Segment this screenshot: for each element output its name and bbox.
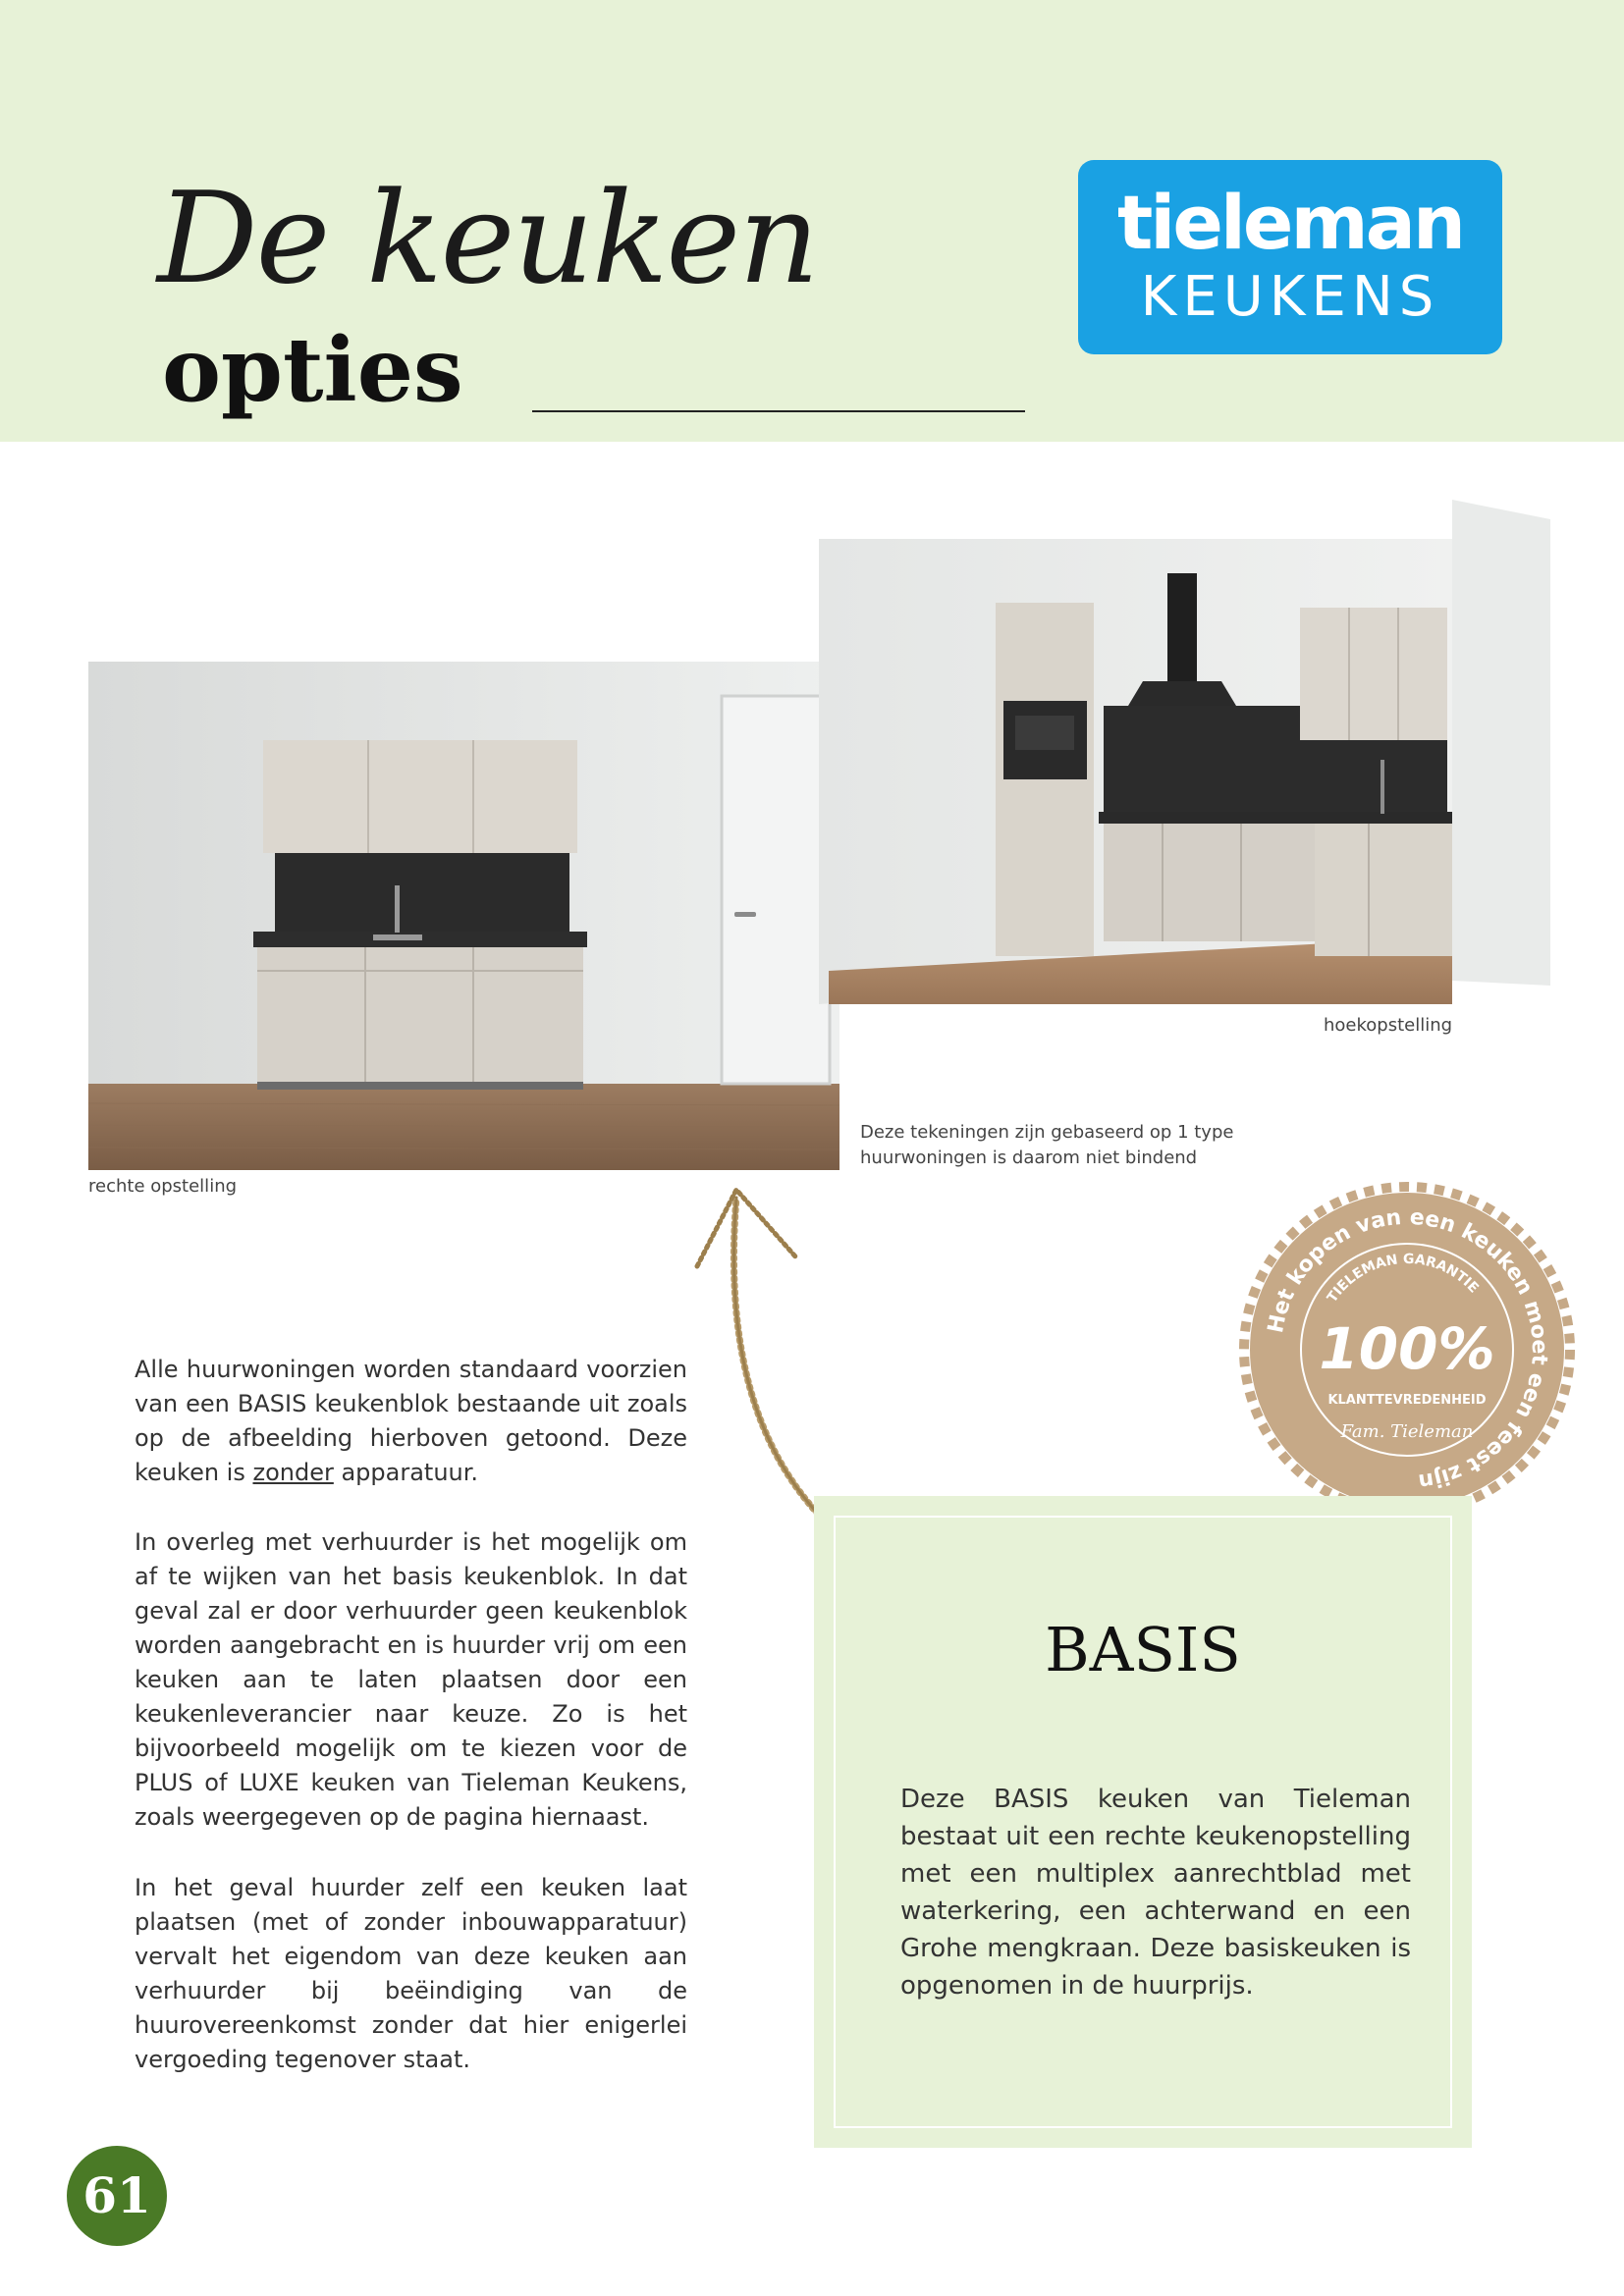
ownership-paragraph: In het geval huurder zelf een keuken laat plaatsen (met of zonder inbouwapparatuur) vervalt het eigendom van deze keuken aan verhuurder bij beëindiging van de huurovereenkomst zonder dat hier enigerlei vergoeding tegenover staat.: [135, 1874, 687, 2073]
intro-paragraph: [135, 1353, 687, 1490]
intro-text-end: apparatuur.: [333, 1459, 479, 1486]
disclaimer-line-1: Deze tekeningen zijn gebaseerd op 1 type: [860, 1122, 1234, 1143]
corner-kitchen-caption: hoekopstelling: [1324, 1015, 1453, 1036]
seal-signature: Fam. Tieleman: [1340, 1421, 1474, 1442]
page-number-badge: 61: [67, 2146, 167, 2246]
seal-arc-text: Het kopen van een keuken moet een feest zijn: [1264, 1204, 1552, 1494]
logo-wordmark: tieleman: [1116, 179, 1464, 266]
seal-guarantee-text: TIELEMAN GARANTIE: [1324, 1251, 1482, 1307]
drawings-disclaimer: [860, 1120, 1272, 1171]
corner-kitchen-image: [819, 500, 1550, 1004]
basis-info-box: [814, 1496, 1472, 2148]
straight-kitchen-caption: rechte opstelling: [88, 1176, 238, 1197]
intro-underlined-word: zonder: [252, 1459, 334, 1486]
page-title-script: De keuken: [157, 166, 818, 312]
logo-subtitle: KEUKENS: [1140, 265, 1440, 329]
title-underline: [532, 410, 1025, 412]
straight-kitchen-image: [88, 662, 839, 1170]
intro-text-start: Alle huurwoningen worden standaard voorzien van een BASIS keukenblok bestaande uit zoals op de afbeelding hierboven getoond. Deze keuken is: [135, 1356, 687, 1486]
tieleman-logo: [1078, 160, 1502, 354]
disclaimer-line-2: huurwoningen is daarom niet bindend: [860, 1148, 1198, 1168]
satisfaction-seal-icon: [1237, 1180, 1577, 1520]
header-band: [0, 0, 1624, 442]
seal-percent: 100%: [1319, 1315, 1495, 1382]
seal-satisfaction: KLANTTEVREDENHEID: [1327, 1393, 1487, 1408]
page-title-bold: opties: [162, 318, 463, 422]
basis-title: BASIS: [1045, 1614, 1241, 1685]
basis-description: Deze BASIS keuken van Tieleman bestaat uit een rechte keukenopstelling met een multiplex aanrechtblad met waterkering, een achterwand en een Grohe mengkraan. Deze basiskeuken is opgenomen in de huurprijs.: [900, 1785, 1411, 2001]
alternative-kitchen-paragraph: In overleg met verhuurder is het mogelijk om af te wijken van het basis keukenblok. In dat geval zal er door verhuurder geen keukenblok worden aangebracht en is huurder vrij om een keuken aan te laten plaatsen door een keukenleverancier naar keuze. Zo is het bijvoorbeeld mogelijk om te kiezen voor de PLUS of LUXE keuken van Tieleman Keukens, zoals weergegeven op de pagina hiernaast.: [135, 1528, 687, 1831]
